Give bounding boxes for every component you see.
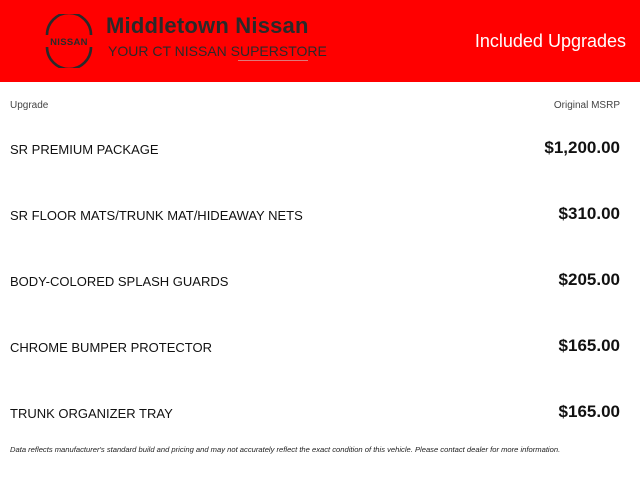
upgrades-list — [0, 116, 640, 446]
nissan-logo-icon — [40, 14, 98, 68]
page-header — [0, 0, 640, 82]
logo-text: NISSAN — [50, 37, 88, 48]
upgrade-name: BODY-COLORED SPLASH GUARDS — [10, 274, 229, 289]
upgrade-name: CHROME BUMPER PROTECTOR — [10, 340, 212, 355]
msrp-column-header: Original MSRP — [553, 100, 620, 111]
dealer-name: Middletown Nissan — [106, 13, 309, 38]
upgrade-price: $165.00 — [558, 402, 620, 421]
upgrade-row — [0, 380, 640, 446]
upgrade-name: SR PREMIUM PACKAGE — [10, 142, 159, 157]
upgrade-price: $165.00 — [558, 336, 620, 355]
page-title: Included Upgrades — [474, 31, 626, 51]
upgrade-row — [0, 248, 640, 314]
upgrade-column-header: Upgrade — [10, 100, 49, 111]
upgrade-price: $1,200.00 — [544, 138, 620, 157]
dealer-tagline: YOUR CT NISSAN SUPERSTORE — [108, 43, 327, 59]
upgrade-row — [0, 116, 640, 182]
upgrade-price: $205.00 — [558, 270, 620, 289]
upgrade-name: TRUNK ORGANIZER TRAY — [10, 406, 173, 421]
upgrade-name: SR FLOOR MATS/TRUNK MAT/HIDEAWAY NETS — [10, 208, 303, 223]
upgrade-row — [0, 182, 640, 248]
upgrade-row — [0, 314, 640, 380]
tagline-underline — [238, 60, 308, 61]
disclaimer-text: Data reflects manufacturer's standard build and pricing and may not accurately reflect the exact condition of this vehicle. Please contact dealer for more information. — [10, 445, 561, 454]
upgrade-price: $310.00 — [558, 204, 620, 223]
